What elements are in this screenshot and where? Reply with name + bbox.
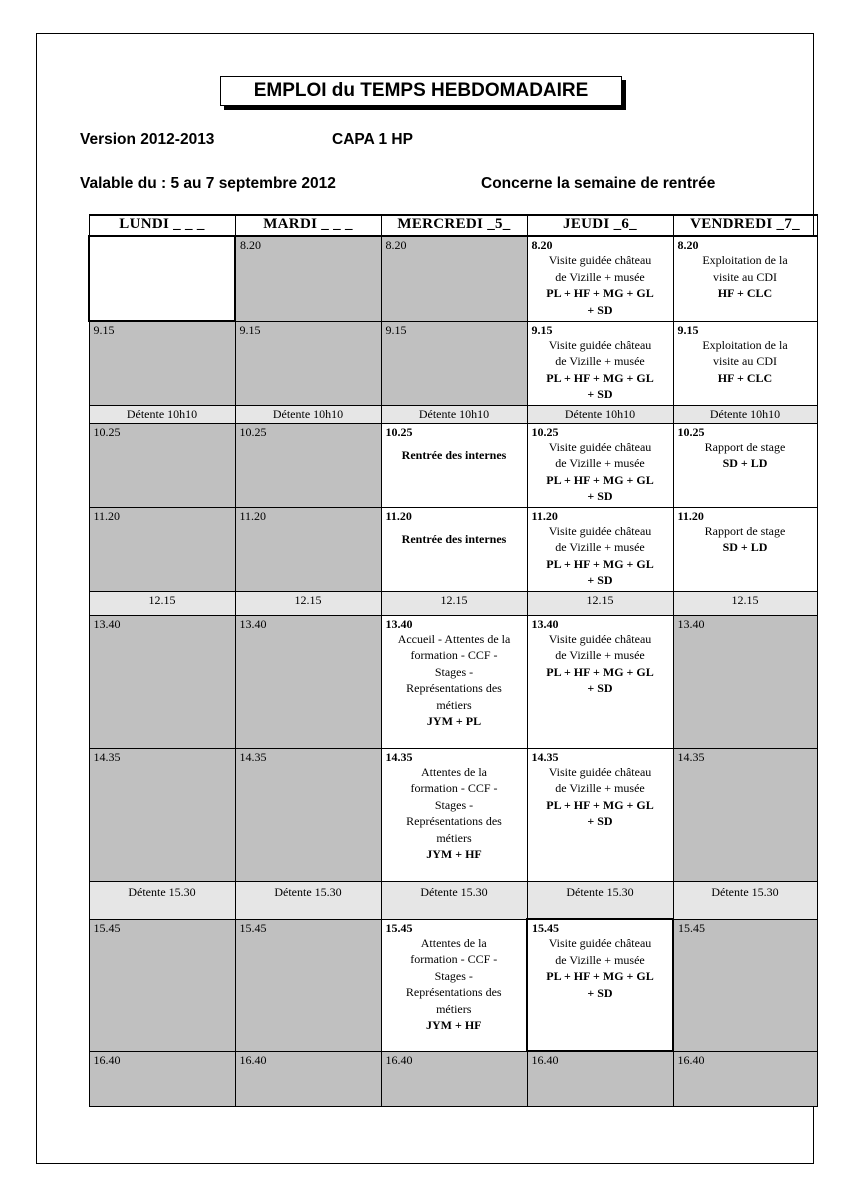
break-friday-morning: Détente 10h10 — [673, 405, 817, 423]
slot-tuesday-1545: 15.45 — [235, 919, 381, 1051]
slot-thursday-0820: 8.20 Visite guidée château de Vizille + musée PL + HF + MG + GL + SD — [527, 236, 673, 321]
break-wednesday-morning: Détente 10h10 — [381, 405, 527, 423]
slot-monday-0915: 9.15 — [89, 321, 235, 405]
lunch-wednesday: 12.15 — [381, 591, 527, 615]
timetable — [88, 214, 818, 1107]
slot-wednesday-1435: 14.35 Attentes de la formation - CCF - Stages - Représentations des métiers JYM + HF — [381, 748, 527, 881]
slot-monday-1640: 16.40 — [89, 1051, 235, 1106]
day-header-thursday: JEUDI _6_ — [527, 215, 673, 236]
slot-row-1340 — [89, 615, 817, 748]
slot-friday-1640: 16.40 — [673, 1051, 817, 1106]
lunch-friday: 12.15 — [673, 591, 817, 615]
validity-label: Valable du : 5 au 7 septembre 2012 — [80, 175, 336, 192]
slot-wednesday-1120: 11.20 Rentrée des internes — [381, 507, 527, 591]
break-thursday-morning: Détente 10h10 — [527, 405, 673, 423]
day-header-wednesday: MERCREDI _5_ — [381, 215, 527, 236]
slot-thursday-1025: 10.25 Visite guidée château de Vizille + musée PL + HF + MG + GL + SD — [527, 423, 673, 507]
slot-wednesday-1340: 13.40 Accueil - Attentes de la formation - CCF - Stages - Représentations des métiers JYM + PL — [381, 615, 527, 748]
day-header-friday: VENDREDI _7_ — [673, 215, 817, 236]
slot-friday-1545: 15.45 — [673, 919, 817, 1051]
slot-wednesday-1025: 10.25 Rentrée des internes — [381, 423, 527, 507]
lunch-tuesday: 12.15 — [235, 591, 381, 615]
slot-thursday-1120: 11.20 Visite guidée château de Vizille + musée PL + HF + MG + GL + SD — [527, 507, 673, 591]
slot-tuesday-1435: 14.35 — [235, 748, 381, 881]
scope-label: Concerne la semaine de rentrée — [481, 175, 716, 192]
class-label: CAPA 1 HP — [332, 131, 413, 148]
lunch-thursday: 12.15 — [527, 591, 673, 615]
break-tuesday-afternoon: Détente 15.30 — [235, 881, 381, 919]
slot-tuesday-1340: 13.40 — [235, 615, 381, 748]
slot-friday-0915: 9.15 Exploitation de la visite au CDI HF + CLC — [673, 321, 817, 405]
day-header-monday: LUNDI _ _ _ — [89, 215, 235, 236]
break-monday-morning: Détente 10h10 — [89, 405, 235, 423]
slot-friday-1120: 11.20 Rapport de stage SD + LD — [673, 507, 817, 591]
slot-wednesday-1545: 15.45 Attentes de la formation - CCF - Stages - Représentations des métiers JYM + HF — [381, 919, 527, 1051]
slot-thursday-1340: 13.40 Visite guidée château de Vizille + musée PL + HF + MG + GL + SD — [527, 615, 673, 748]
slot-friday-1435: 14.35 — [673, 748, 817, 881]
lunch-row — [89, 591, 817, 615]
slot-wednesday-0820: 8.20 — [381, 236, 527, 321]
slot-row-1120 — [89, 507, 817, 591]
slot-monday-1120: 11.20 — [89, 507, 235, 591]
slot-row-1435 — [89, 748, 817, 881]
day-header-row — [89, 215, 817, 236]
slot-friday-1025: 10.25 Rapport de stage SD + LD — [673, 423, 817, 507]
slot-tuesday-0820: 8.20 — [235, 236, 381, 321]
slot-row-1025 — [89, 423, 817, 507]
slot-monday-1340: 13.40 — [89, 615, 235, 748]
break-row-afternoon — [89, 881, 817, 919]
break-wednesday-afternoon: Détente 15.30 — [381, 881, 527, 919]
slot-tuesday-1120: 11.20 — [235, 507, 381, 591]
slot-row-1640 — [89, 1051, 817, 1106]
slot-monday-1545: 15.45 — [89, 919, 235, 1051]
break-thursday-afternoon: Détente 15.30 — [527, 881, 673, 919]
slot-thursday-1435: 14.35 Visite guidée château de Vizille + musée PL + HF + MG + GL + SD — [527, 748, 673, 881]
slot-friday-1340: 13.40 — [673, 615, 817, 748]
slot-friday-0820: 8.20 Exploitation de la visite au CDI HF + CLC — [673, 236, 817, 321]
break-row-morning — [89, 405, 817, 423]
lunch-monday: 12.15 — [89, 591, 235, 615]
slot-monday-1435: 14.35 — [89, 748, 235, 881]
slot-tuesday-0915: 9.15 — [235, 321, 381, 405]
slot-tuesday-1640: 16.40 — [235, 1051, 381, 1106]
slot-row-0820 — [89, 236, 817, 321]
version-label: Version 2012-2013 — [80, 131, 215, 148]
slot-monday-1025: 10.25 — [89, 423, 235, 507]
slot-wednesday-1640: 16.40 — [381, 1051, 527, 1106]
break-friday-afternoon: Détente 15.30 — [673, 881, 817, 919]
break-monday-afternoon: Détente 15.30 — [89, 881, 235, 919]
slot-monday-0820 — [89, 236, 235, 321]
slot-tuesday-1025: 10.25 — [235, 423, 381, 507]
slot-wednesday-0915: 9.15 — [381, 321, 527, 405]
slot-row-0915 — [89, 321, 817, 405]
slot-row-1545 — [89, 919, 817, 1051]
slot-thursday-0915: 9.15 Visite guidée château de Vizille + musée PL + HF + MG + GL + SD — [527, 321, 673, 405]
break-tuesday-morning: Détente 10h10 — [235, 405, 381, 423]
page-title: EMPLOI du TEMPS HEBDOMADAIRE — [220, 76, 622, 106]
slot-thursday-1640: 16.40 — [527, 1051, 673, 1106]
slot-thursday-1545: 15.45 Visite guidée château de Vizille + musée PL + HF + MG + GL + SD — [527, 919, 673, 1051]
day-header-tuesday: MARDI _ _ _ — [235, 215, 381, 236]
